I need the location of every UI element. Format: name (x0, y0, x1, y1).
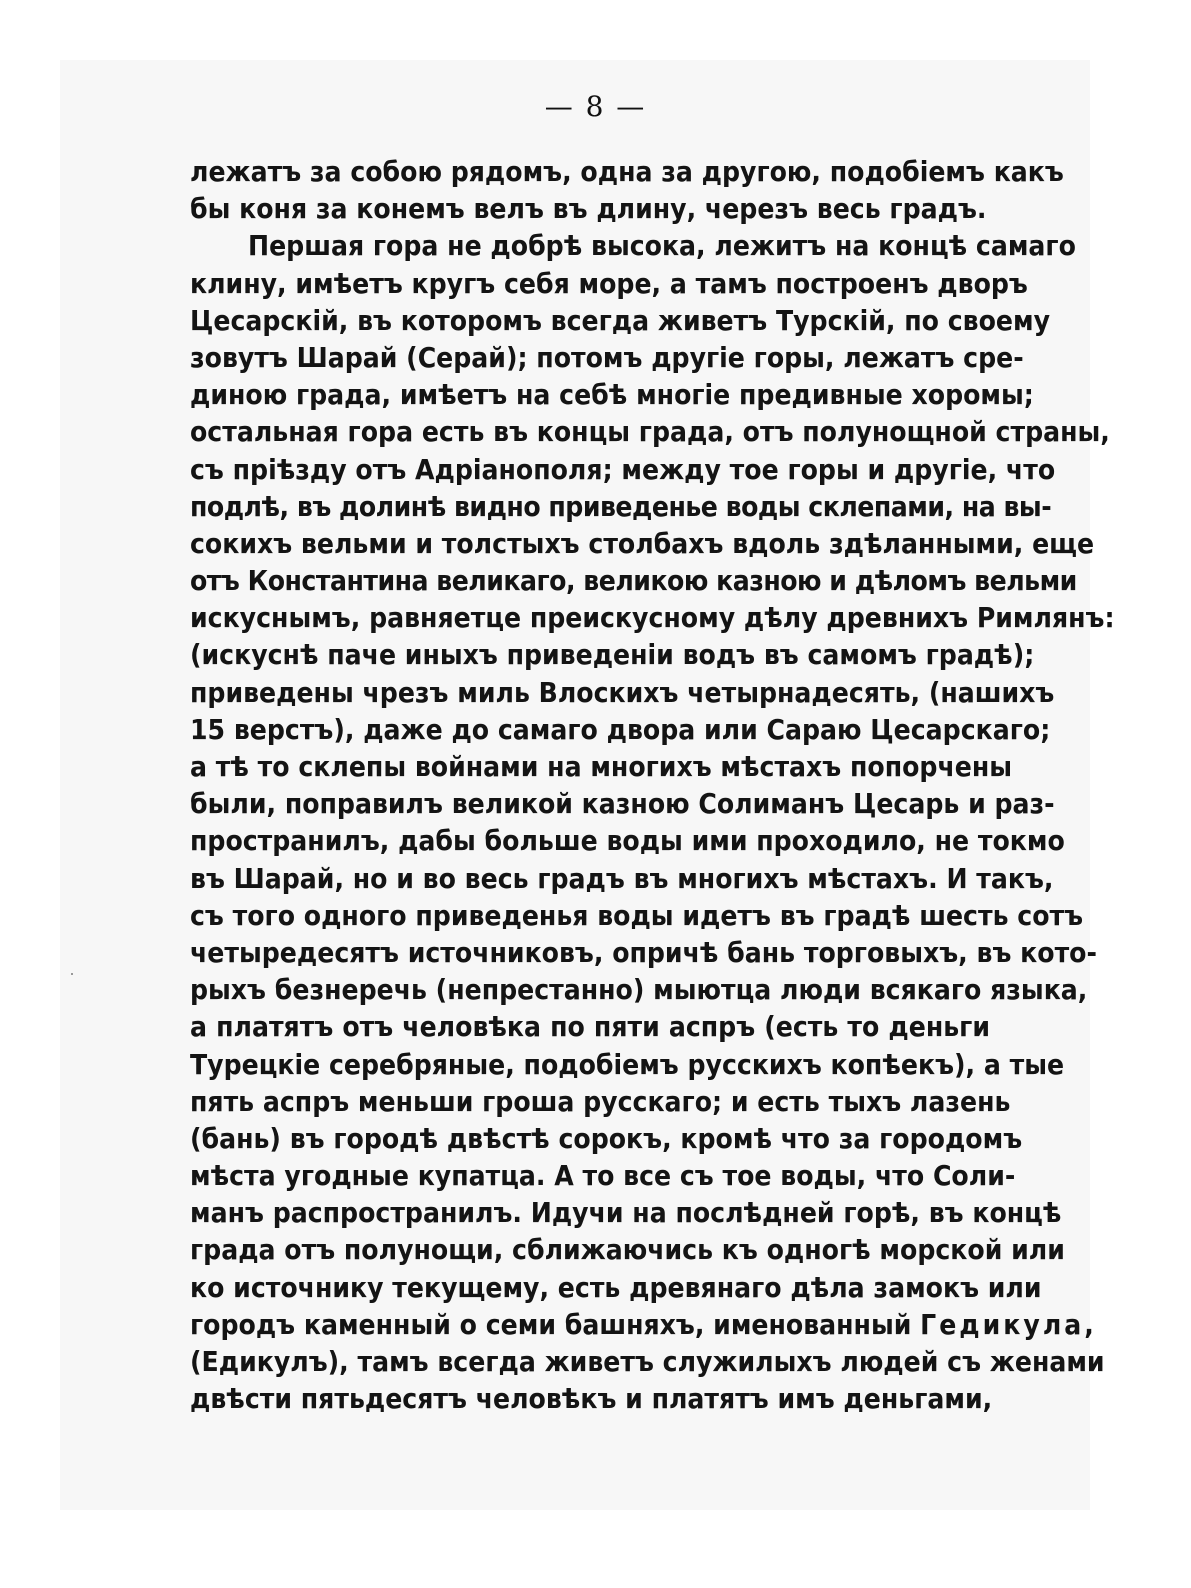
text-line: рыхъ безнеречь (непрестанно) мыютца люди всякаго языка, (190, 973, 1088, 1007)
text-line: (Едикулъ), тамъ всегда живетъ служилыхъ людей съ женами (190, 1345, 1105, 1378)
text-line-with-spaced-name (190, 1306, 1097, 1343)
body-text (190, 153, 1115, 1417)
text-line: лежатъ за собою рядомъ, одна за другою, подобіемъ какъ (190, 155, 1064, 188)
text-line: ко источнику текущему, есть древянаго дѣла замокъ или (190, 1270, 1042, 1304)
text-line: двѣсти пятьдесятъ человѣкъ и платятъ имъ деньгами, (190, 1382, 993, 1416)
text-line: пространилъ, дабы больше воды ими проходило, не токмо (190, 824, 1065, 858)
text-line: четыредесятъ источниковъ, опричѣ бань торговыхъ, въ кото- (190, 935, 1097, 969)
text-line: подлѣ, въ долинѣ видно приведенье воды склепами, на вы- (190, 489, 1052, 523)
spaced-proper-name: Гедикула, (920, 1307, 1097, 1341)
text-line: въ Шарай, но и во весь градъ въ многихъ мѣстахъ. И такъ, (190, 861, 1054, 895)
text-line: отъ Константина великаго, великою казною и дѣломъ вельми (190, 564, 1077, 598)
text-segment: городъ каменный о семи башняхъ, именованный (190, 1307, 912, 1341)
text-line: зовутъ Шарай (Серай); потомъ другіе горы, лежатъ сре- (190, 340, 1024, 374)
text-line: 15 верстъ), даже до самаго двора или Сараю Цесарскаго; (190, 712, 1051, 746)
page-number: — 8 — (544, 90, 647, 123)
margin-speck (71, 973, 73, 975)
text-line: диною града, имѣетъ на себѣ многіе предивные хоромы; (190, 378, 1034, 412)
text-line: были, поправилъ великой казною Солиманъ Цесарь и раз- (190, 787, 1055, 821)
text-line: Цесарскій, въ которомъ всегда живетъ Турскій, по своему (190, 303, 1050, 337)
text-line: клину, имѣетъ кругъ себя море, а тамъ построенъ дворъ (190, 266, 1028, 300)
text-line: приведены чрезъ миль Влоскихъ четырнадесять, (нашихъ (190, 675, 1055, 709)
text-line: а платятъ отъ человѣка по пяти аспръ (есть то деньги (190, 1010, 990, 1044)
text-line: остальная гора есть въ концы града, отъ полунощной страны, (190, 415, 1110, 449)
text-line: мѣста угодные купатца. А то все съ тое воды, что Соли- (190, 1159, 1016, 1193)
text-line: (бань) въ городѣ двѣстѣ сорокъ, кромѣ что за городомъ (190, 1121, 1023, 1155)
text-line: града отъ полунощи, сближаючись къ одногѣ морской или (190, 1233, 1065, 1267)
text-line: (искуснѣ паче иныхъ приведеніи водъ въ самомъ градѣ); (190, 638, 1035, 672)
text-line: а тѣ то склепы войнами на многихъ мѣстахъ попорчены (190, 750, 1013, 783)
text-line: манъ распространилъ. Идучи на послѣдней горѣ, въ концѣ (190, 1196, 1062, 1230)
text-line: пять аспръ меньши гроша русскаго; и есть тыхъ лазень (190, 1084, 1011, 1118)
text-line: бы коня за конемъ велъ въ длину, черезъ весь градъ. (190, 192, 987, 226)
paragraph-start-line: Першая гора не добрѣ высока, лежитъ на концѣ самаго (248, 229, 1076, 263)
text-line: Турецкіе серебряные, подобіемъ русскихъ копѣекъ), а тые (190, 1047, 1065, 1081)
text-line: сокихъ вельми и толстыхъ столбахъ вдоль здѣланными, еще (190, 526, 1095, 560)
text-line: съ того одного приведенья воды идетъ въ градѣ шесть сотъ (190, 898, 1084, 932)
text-line: искуснымъ, равняетце преискусному дѣлу древнихъ Римлянъ: (190, 601, 1115, 635)
text-line: съ пріѣзду отъ Адріанополя; между тое горы и другіе, что (190, 452, 1056, 486)
